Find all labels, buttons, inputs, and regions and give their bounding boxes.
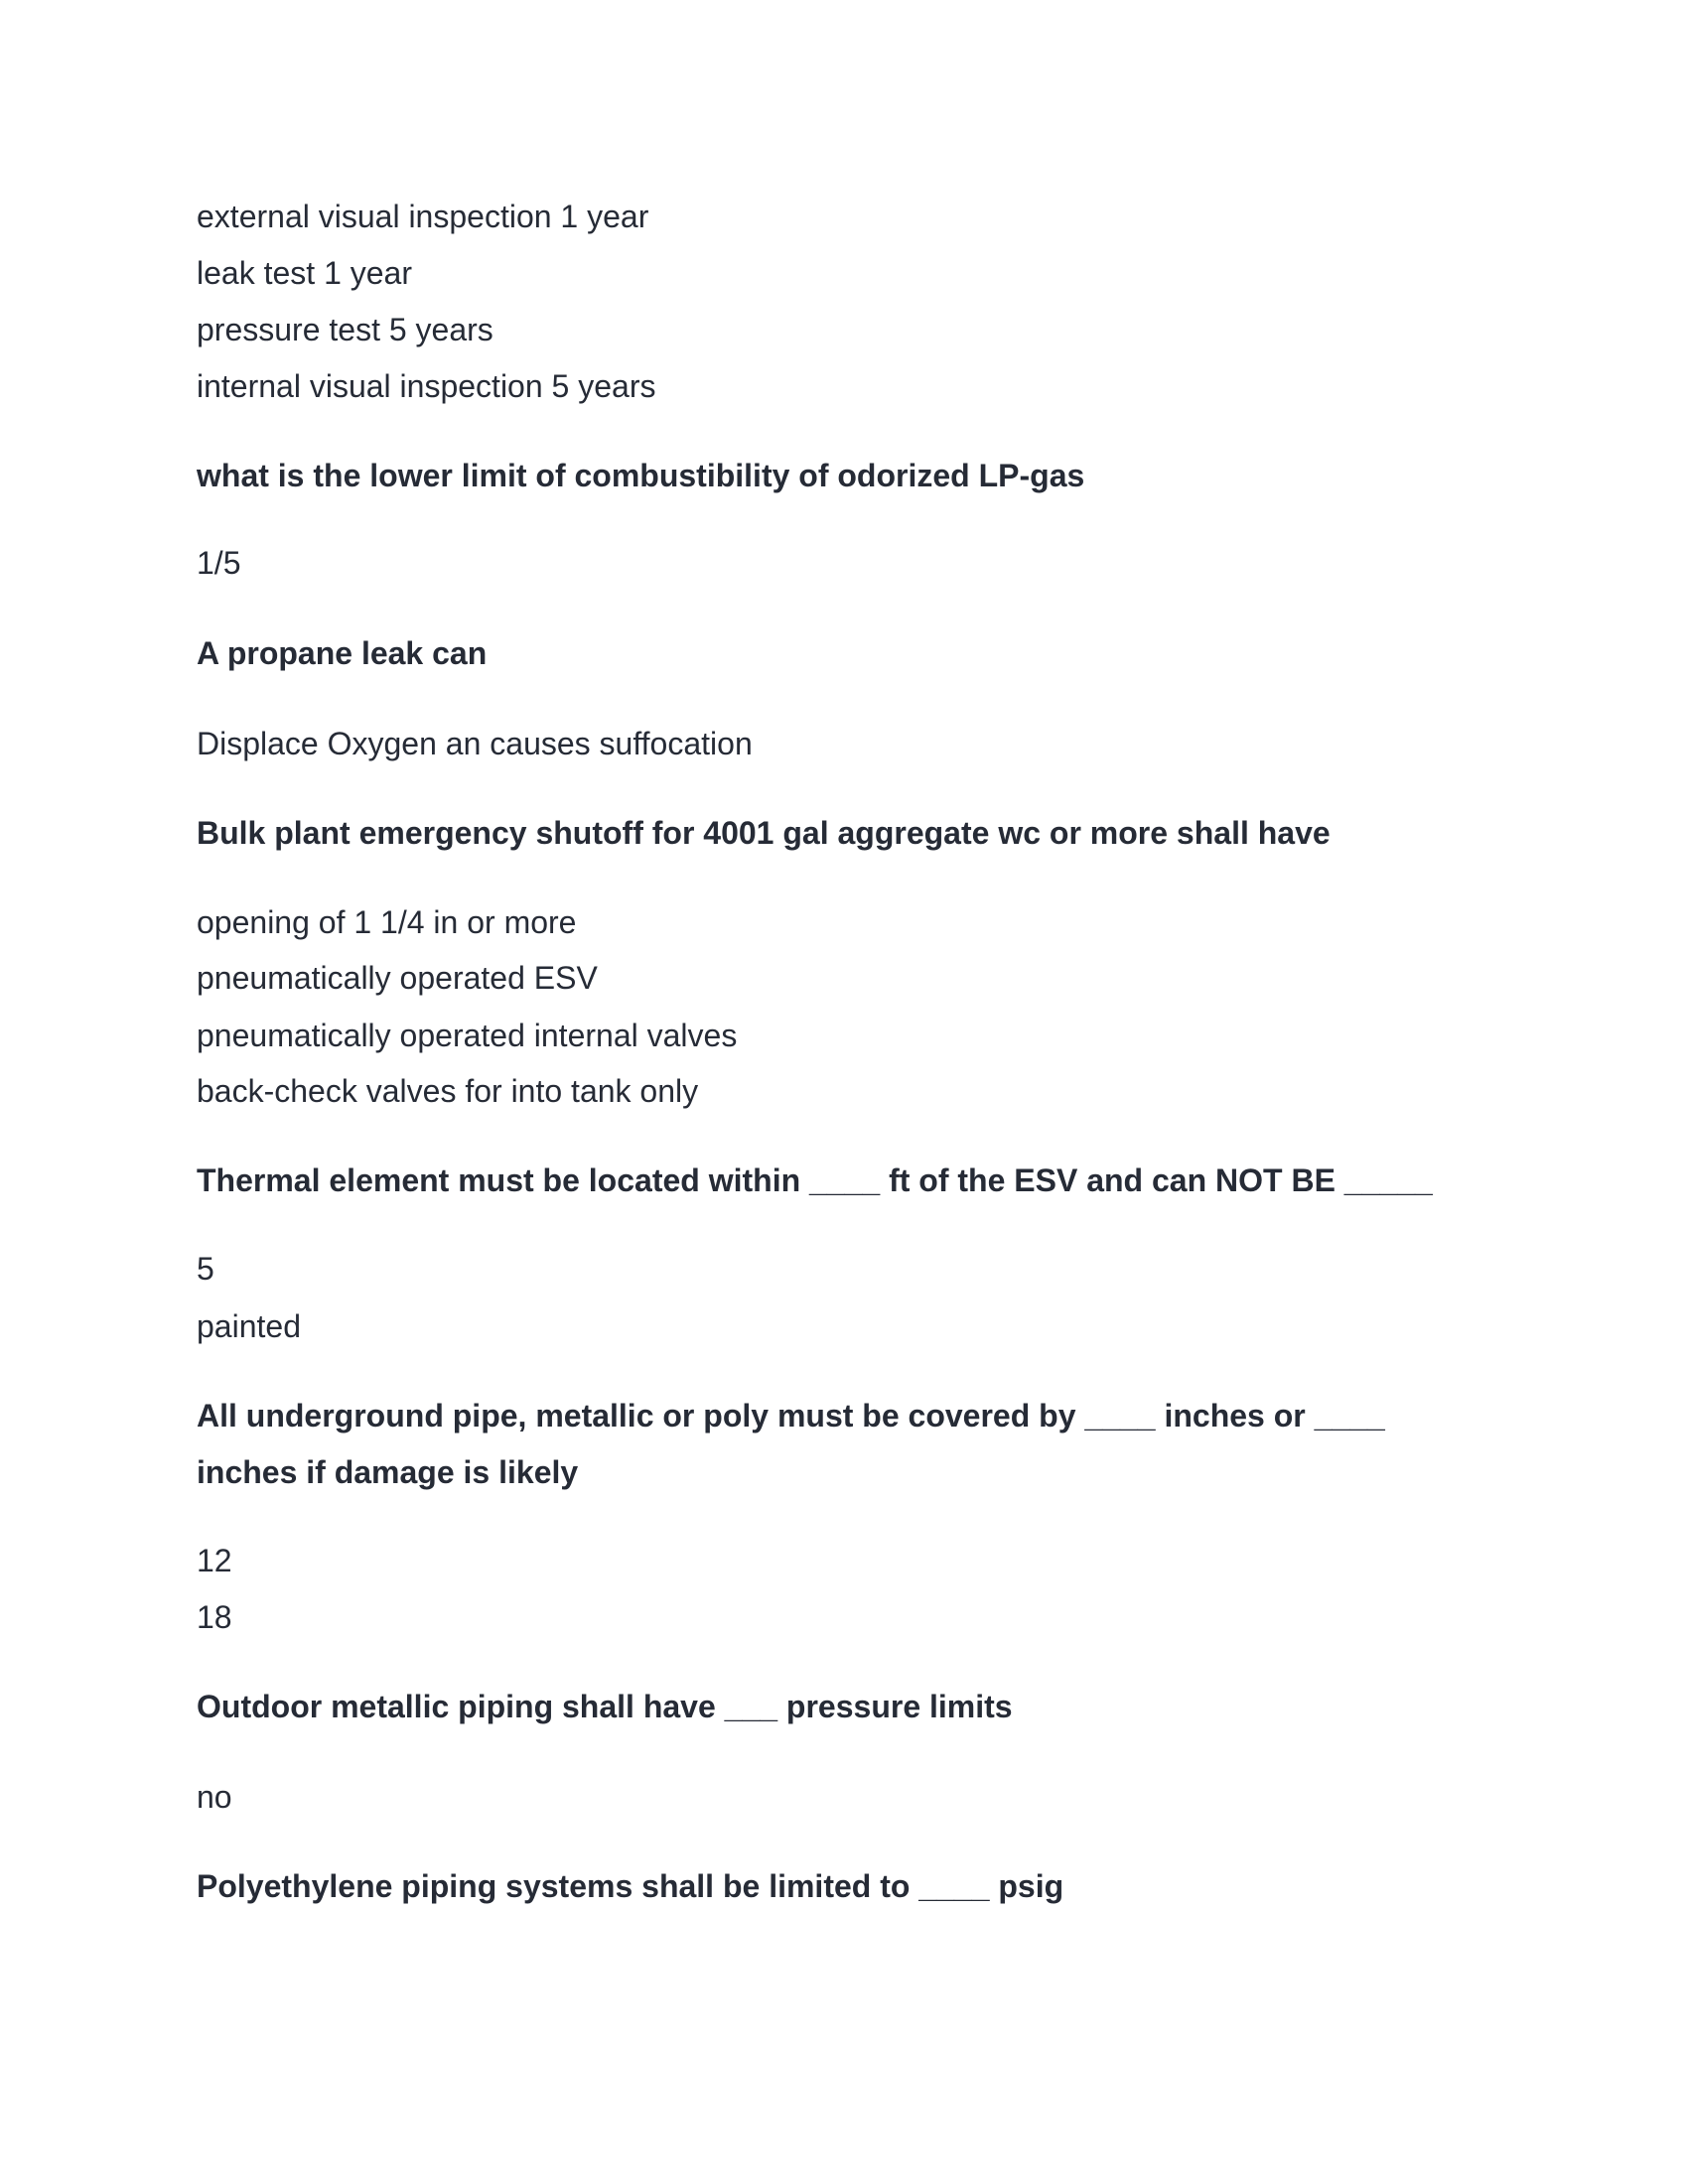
answer-line: no: [197, 1779, 232, 1815]
answer-line: pressure test 5 years: [197, 312, 493, 347]
question-line: Bulk plant emergency shutoff for 4001 gal aggregate wc or more shall have: [197, 815, 1331, 851]
answer-line: internal visual inspection 5 years: [197, 368, 656, 404]
question-line: Outdoor metallic piping shall have ___ pressure limits: [197, 1689, 1013, 1724]
answer-line: back-check valves for into tank only: [197, 1073, 699, 1109]
answer-line: 12: [197, 1543, 232, 1578]
answer-line: pneumatically operated internal valves: [197, 1018, 738, 1053]
question-line: All underground pipe, metallic or poly must be covered by ____ inches or ____: [197, 1398, 1385, 1433]
answer-line: opening of 1 1/4 in or more: [197, 904, 577, 940]
question-line: A propane leak can: [197, 635, 488, 671]
question-line: what is the lower limit of combustibility of odorized LP-gas: [197, 458, 1085, 493]
question-line: Polyethylene piping systems shall be limited to ____ psig: [197, 1868, 1064, 1904]
answer-line: 1/5: [197, 545, 241, 581]
answer-line: Displace Oxygen an causes suffocation: [197, 726, 753, 761]
question-line: Thermal element must be located within ____ ft of the ESV and can NOT BE _____: [197, 1162, 1433, 1198]
answer-line: painted: [197, 1308, 301, 1344]
answer-line: leak test 1 year: [197, 255, 412, 291]
answer-line: 5: [197, 1251, 214, 1287]
answer-line: 18: [197, 1599, 232, 1635]
answer-line: external visual inspection 1 year: [197, 199, 649, 234]
answer-line: pneumatically operated ESV: [197, 960, 598, 996]
question-line: inches if damage is likely: [197, 1454, 579, 1490]
